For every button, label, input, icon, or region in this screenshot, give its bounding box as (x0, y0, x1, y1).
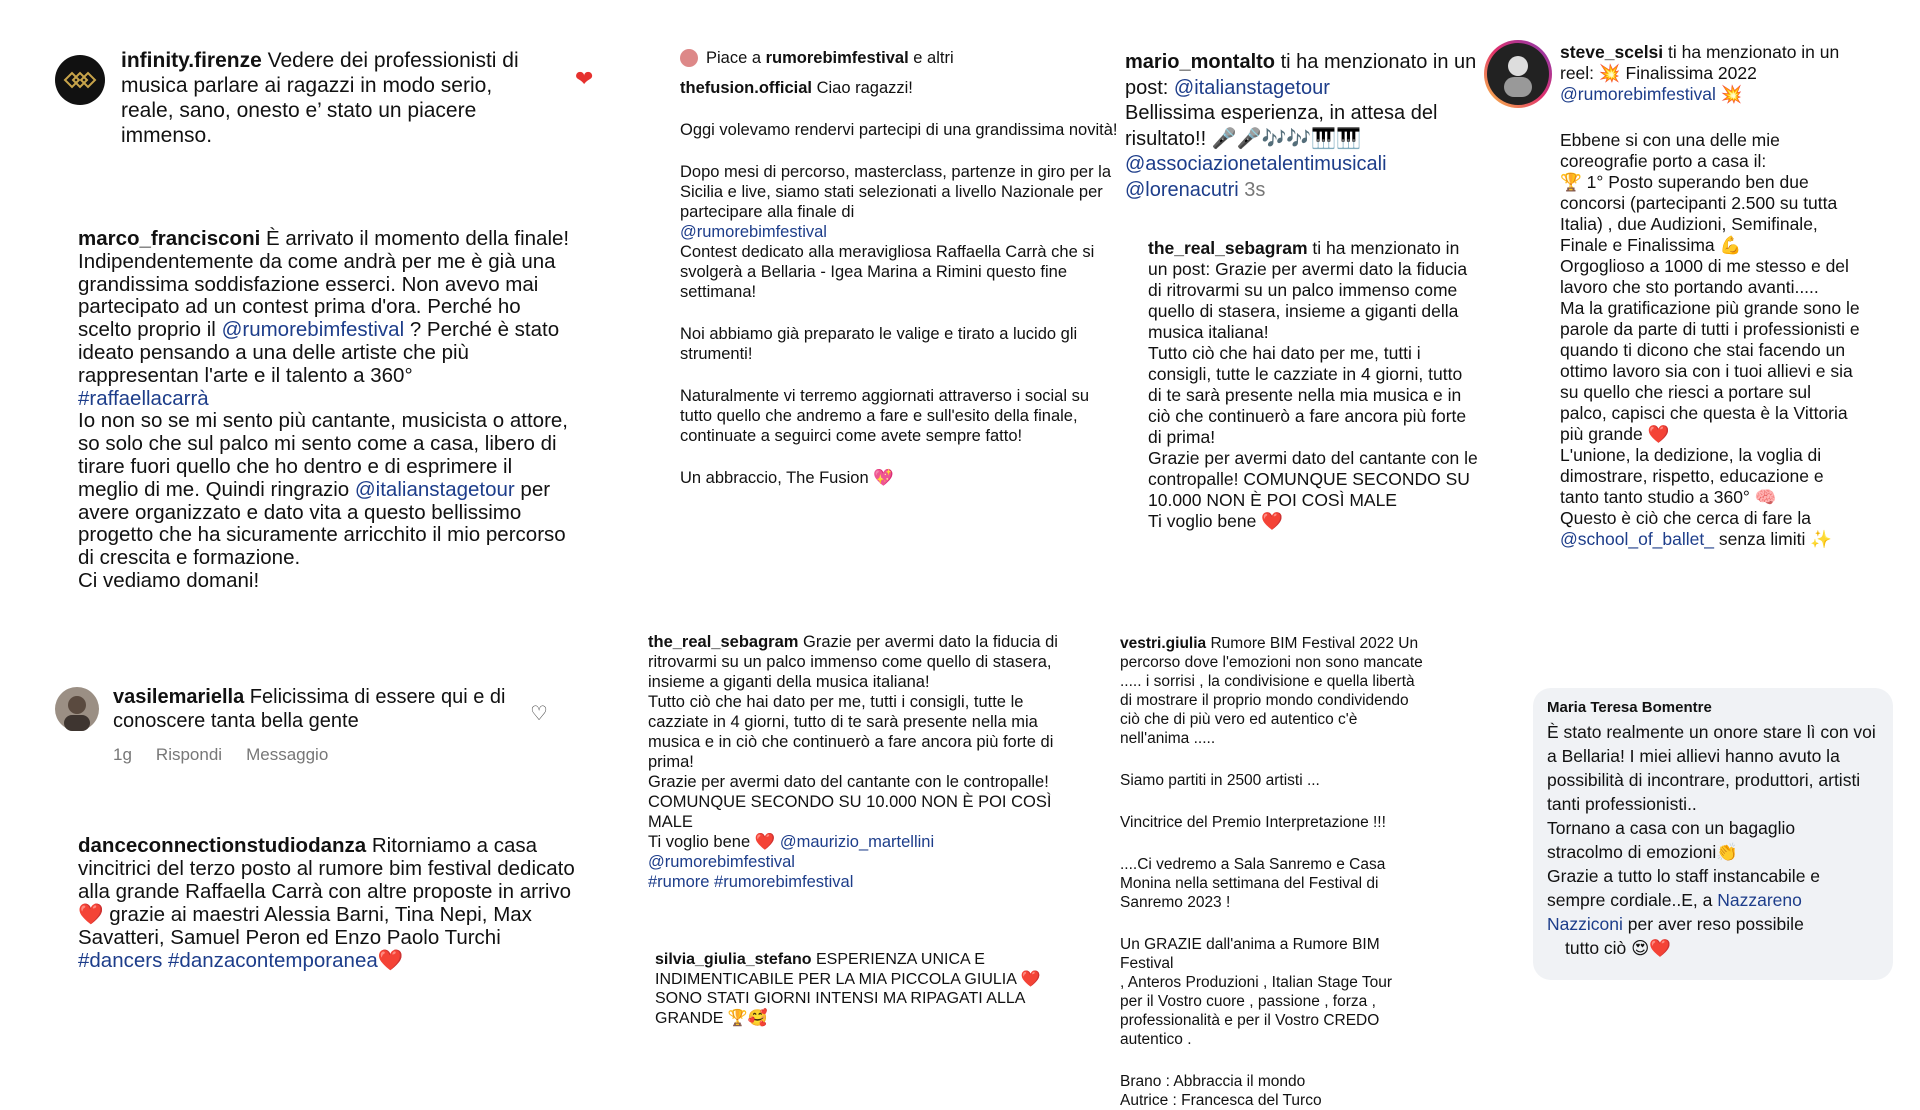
mention-link[interactable]: @maurizio_martellini (779, 833, 935, 851)
comment-text: Io non so se mi sento più cantante, musicista o attore, so solo che sul palco mi sento come a casa, libero di tirare fuori quello che ho dentro e di esprimere il meglio di me. Quindi ringrazio (78, 409, 568, 501)
heart-icon[interactable]: ❤ (575, 66, 594, 91)
likes-prefix: Piace a (706, 49, 766, 67)
comment-text: Grazie a tutto lo staff instancabile e sempre cordiale..E, a (1547, 866, 1821, 910)
post-text: Grazie per avermi dato la fiducia di ritrovarmi su un palco immenso come quello di stasera, insieme a giganti della musica italiana! Tutto ciò che hai dato per me, tutti i consigli, tutte le cazziate in 4 giorni, tutto di te sarà presente nella mia musica e in ciò che continuerò a fare ancora più forte di prima! Grazie per avermi dato del cantante con le contropalle! COMUNQUE SECONDO SU 10.000 NON È POI COSÌ MALE (648, 633, 1058, 831)
post-paragraph: Ma la gratificazione più grande sono le parole da parte di tutti i professionisti e quando ti dicono che stai facendo un ottimo lavoro sia con i tuoi allievi e sia su quello che riesci a portare sul palco, capisci che questa è la Vittoria più grande ❤️ L'unione, la dedizione, la voglia di dimostrare, rispetto, educazione e tanto tanto studio a 360° 🧠 Questo è ciò che cerca di fare la (1560, 298, 1860, 528)
post-text: Ti voglio bene ❤️ (648, 833, 780, 851)
notification-username[interactable]: mario_montalto (1125, 51, 1276, 73)
mention-link[interactable]: @rumorebimfestival (1560, 84, 1716, 104)
comment-username[interactable]: marco_francisconi (78, 227, 261, 250)
notification-time: 3s (1244, 178, 1266, 201)
post-username[interactable]: the_real_sebagram (648, 633, 799, 651)
notification-text: Bellissima esperienza, in attesa del risultato!! 🎤🎤🎶🎶🎹🎹 (1125, 102, 1438, 150)
hashtag-link[interactable]: #rumore #rumorebimfestival (648, 873, 854, 891)
avatar[interactable] (680, 49, 698, 67)
post-text: Rumore BIM Festival 2022 Un percorso dove l'emozioni non sono mancate ..... i sorrisi , la condivisione e quella libertà di mostrare il proprio mondo condividendo ciò che di più vero ed autentico c'è nell'anima ..... (1120, 635, 1423, 747)
infinity-logo-icon (55, 55, 105, 105)
post-paragraph: Un abbraccio, The Fusion 💖 (680, 469, 894, 487)
comment-text: Ritorniamo a casa vincitrici del terzo posto al rumore bim festival dedicato alla grande Raffaella Carrà con altre proposte in arrivo ❤️ grazie ai maestri Alessia Barni, Tina Nepi, Max Savatteri, Samuel Peron ed Enzo Paolo Turchi (78, 834, 575, 949)
post-text: Ciao ragazzi! (816, 79, 913, 97)
comment-username[interactable]: infinity.firenze (121, 49, 262, 72)
comment-text: Vedere dei professionisti di musica parlare ai ragazzi in modo serio, reale, sano, onesto e’ stato un piacere immenso. (121, 49, 519, 147)
post-paragraph: Siamo partiti in 2500 artisti ... (1120, 772, 1320, 789)
avatar[interactable] (55, 55, 105, 105)
comment-danceconnection (78, 834, 578, 984)
post-vestri-giulia (1120, 634, 1425, 1109)
person-photo-icon (1484, 40, 1552, 108)
post-paragraph: Brano : Abbraccia il mondo Autrice : Francesca del Turco (1120, 1073, 1322, 1109)
post-username[interactable]: thefusion.official (680, 79, 812, 97)
person-photo-icon (55, 687, 99, 731)
comment-username[interactable]: Maria Teresa Bomentre (1547, 699, 1712, 716)
comment-marco-francisconi (78, 228, 578, 608)
mention-link[interactable]: @italianstagetour (1173, 76, 1330, 99)
mention-link[interactable]: @rumorebimfestival (648, 853, 795, 871)
comment-username[interactable]: vasilemariella (113, 686, 245, 708)
message-button[interactable]: Messaggio (246, 745, 329, 764)
comment-text: È arrivato il momento della finale! Indipendentemente da come andrà per me è già una grandissima soddisfazione esserci. Non avevo mai partecipato ad un contest prima d'ora. Perché ho scelto proprio il (78, 227, 570, 342)
likes-username[interactable]: rumorebimfestival (765, 49, 909, 67)
likes-suffix: e altri (908, 49, 954, 67)
notification-text: ti ha menzionato in un post: (1125, 51, 1477, 99)
comment-text: per aver reso possibile (1622, 914, 1804, 934)
post-paragraph: Un GRAZIE dall'anima a Rumore BIM Festival , Anteros Produzioni , Italian Stage Tour per il Vostro cuore , passione , forza , professionalità e per il Vostro CREDO autentico . (1120, 936, 1392, 1048)
comment-text: Felicissima di essere qui e di conoscere tanta bella gente (113, 686, 506, 732)
comment-text: ? Perché è stato ideato pensando a una delle artiste che più rappresentan l'arte e il talento a 360° (78, 318, 560, 387)
comment-text: ❤️ (377, 949, 404, 972)
comment-text: Ci vediamo domani! (78, 568, 260, 592)
comment-text: ESPERIENZA UNICA E INDIMENTICABILE PER LA MIA PICCOLA GIULIA ❤️ SONO STATI GIORNI INTENSI MA RIPAGATI ALLA GRANDE 🏆🥰 (655, 951, 1041, 1027)
comment-username[interactable]: danceconnectionstudiodanza (78, 834, 367, 857)
comment-text: tutto ciò 😍❤️ (1565, 938, 1672, 958)
post-paragraph: ....Ci vedremo a Sala Sanremo e Casa Monina nella settimana del Festival di Sanremo 2023 ! (1120, 856, 1386, 911)
post-text: senza limiti ✨ (1713, 529, 1833, 549)
mention-link[interactable]: @rumorebimfestival (221, 318, 405, 342)
notification-text: 💥 (1715, 84, 1743, 104)
notification-text: Tutto ciò che hai dato per me, tutti i consigli, tutte le cazziate in 4 giorni, tutto di te sarà presente nella mia musica e in ciò che continuerò a fare ancora più forte di prima! (1148, 343, 1467, 447)
mention-link[interactable]: @school_of_ballet_ (1560, 529, 1714, 549)
mention-link[interactable]: @rumorebimfestival (680, 223, 827, 241)
comment-vasilemariella (55, 685, 585, 775)
post-paragraph: Noi abbiamo già preparato le valige e tirato a lucido gli strumenti! (680, 325, 1078, 363)
post-paragraph: Naturalmente vi terremo aggiornati attraverso i social su tutto quello che andremo a fare e sull'esito della finale, continuate a seguirci come avete sempre fatto! (680, 387, 1090, 445)
post-the-real-sebagram (648, 632, 1088, 902)
post-paragraph: Ebbene si con una delle mie coreografie porto a casa il: 🏆 1° Posto superando ben due concorsi (partecipanti 2.500 su tutta Italia) , due Audizioni, Semifinale, Finale e Finalissima 💪 Orgoglioso a 1000 di me stesso e del lavoro che sto portando avanti..... (1560, 130, 1849, 297)
mention-link[interactable]: Nazzareno Nazziconi (1547, 890, 1802, 934)
post-paragraph: Contest dedicato alla meravigliosa Raffaella Carrà che si svolgerà a Bellaria - Igea Marina a Rimini questo fine settimana! (680, 243, 1095, 301)
post-thefusion (680, 48, 1120, 568)
comment-time: 1g (113, 745, 132, 764)
comment-text: Tornano a casa con un bagaglio (1547, 818, 1796, 838)
comment-text: per avere organizzato e dato vita a questo bellissimo progetto che ha sicuramente arricchito il mio percorso di crescita e formazione. (78, 477, 566, 570)
mention-link[interactable]: @lorenacutri (1125, 178, 1239, 201)
post-username[interactable]: vestri.giulia (1120, 635, 1207, 652)
post-paragraph: Vincitrice del Premio Interpretazione !!! (1120, 814, 1386, 831)
mention-link[interactable]: @italianstagetour (354, 477, 515, 501)
notification-text: Ti voglio bene ❤️ (1148, 511, 1283, 531)
comment-username[interactable]: silvia_giulia_stefano (655, 951, 812, 968)
post-paragraph: Dopo mesi di percorso, masterclass, partenze in giro per la Sicilia e live, siamo stati selezionati a livello Nazionale per partecipare alla finale di (680, 163, 1112, 221)
avatar[interactable] (1484, 40, 1552, 108)
notification-text: ti ha menzionato in un reel: 💥 Finalissima 2022 (1560, 42, 1840, 83)
notification-mario-montalto (1125, 50, 1480, 200)
notification-username[interactable]: the_real_sebagram (1148, 238, 1308, 258)
notification-text: Grazie per avermi dato del cantante con le contropalle! COMUNQUE SECONDO SU 10.000 NON È POI COSÌ MALE (1148, 448, 1478, 510)
avatar[interactable] (55, 687, 99, 731)
mention-link[interactable]: @associazionetalentimusicali (1125, 153, 1387, 175)
notification-the-real-sebagram (1148, 238, 1478, 610)
comment-text: È stato realmente un onore stare lì con voi a Bellaria! I miei allievi hanno avuto la possibilità di incontrare, produttori, artisti tanti professionisti.. (1547, 722, 1876, 814)
post-paragraph: Oggi volevamo rendervi partecipi di una grandissima novità! (680, 121, 1118, 139)
hashtag-link[interactable]: #raffaellacarrà (78, 386, 209, 410)
reply-button[interactable]: Rispondi (155, 745, 223, 764)
hashtag-link[interactable]: #dancers #danzacontemporanea (78, 949, 378, 972)
comment-infinity-firenze (55, 48, 615, 158)
comment-bubble-maria-teresa (1533, 688, 1893, 980)
notification-steve-scelsi (1480, 40, 1860, 630)
notification-text: ti ha menzionato in un post: Grazie per avermi dato la fiducia di ritrovarmi su un palco immenso come quello di stasera, insieme a giganti della musica italiana! (1148, 238, 1468, 342)
heart-outline-icon[interactable]: ♡ (530, 703, 548, 725)
notification-username[interactable]: steve_scelsi (1560, 42, 1664, 62)
comment-silvia-giulia-stefano (655, 950, 1075, 1030)
comment-text: stracolmo di emozioni👏 (1547, 842, 1739, 862)
